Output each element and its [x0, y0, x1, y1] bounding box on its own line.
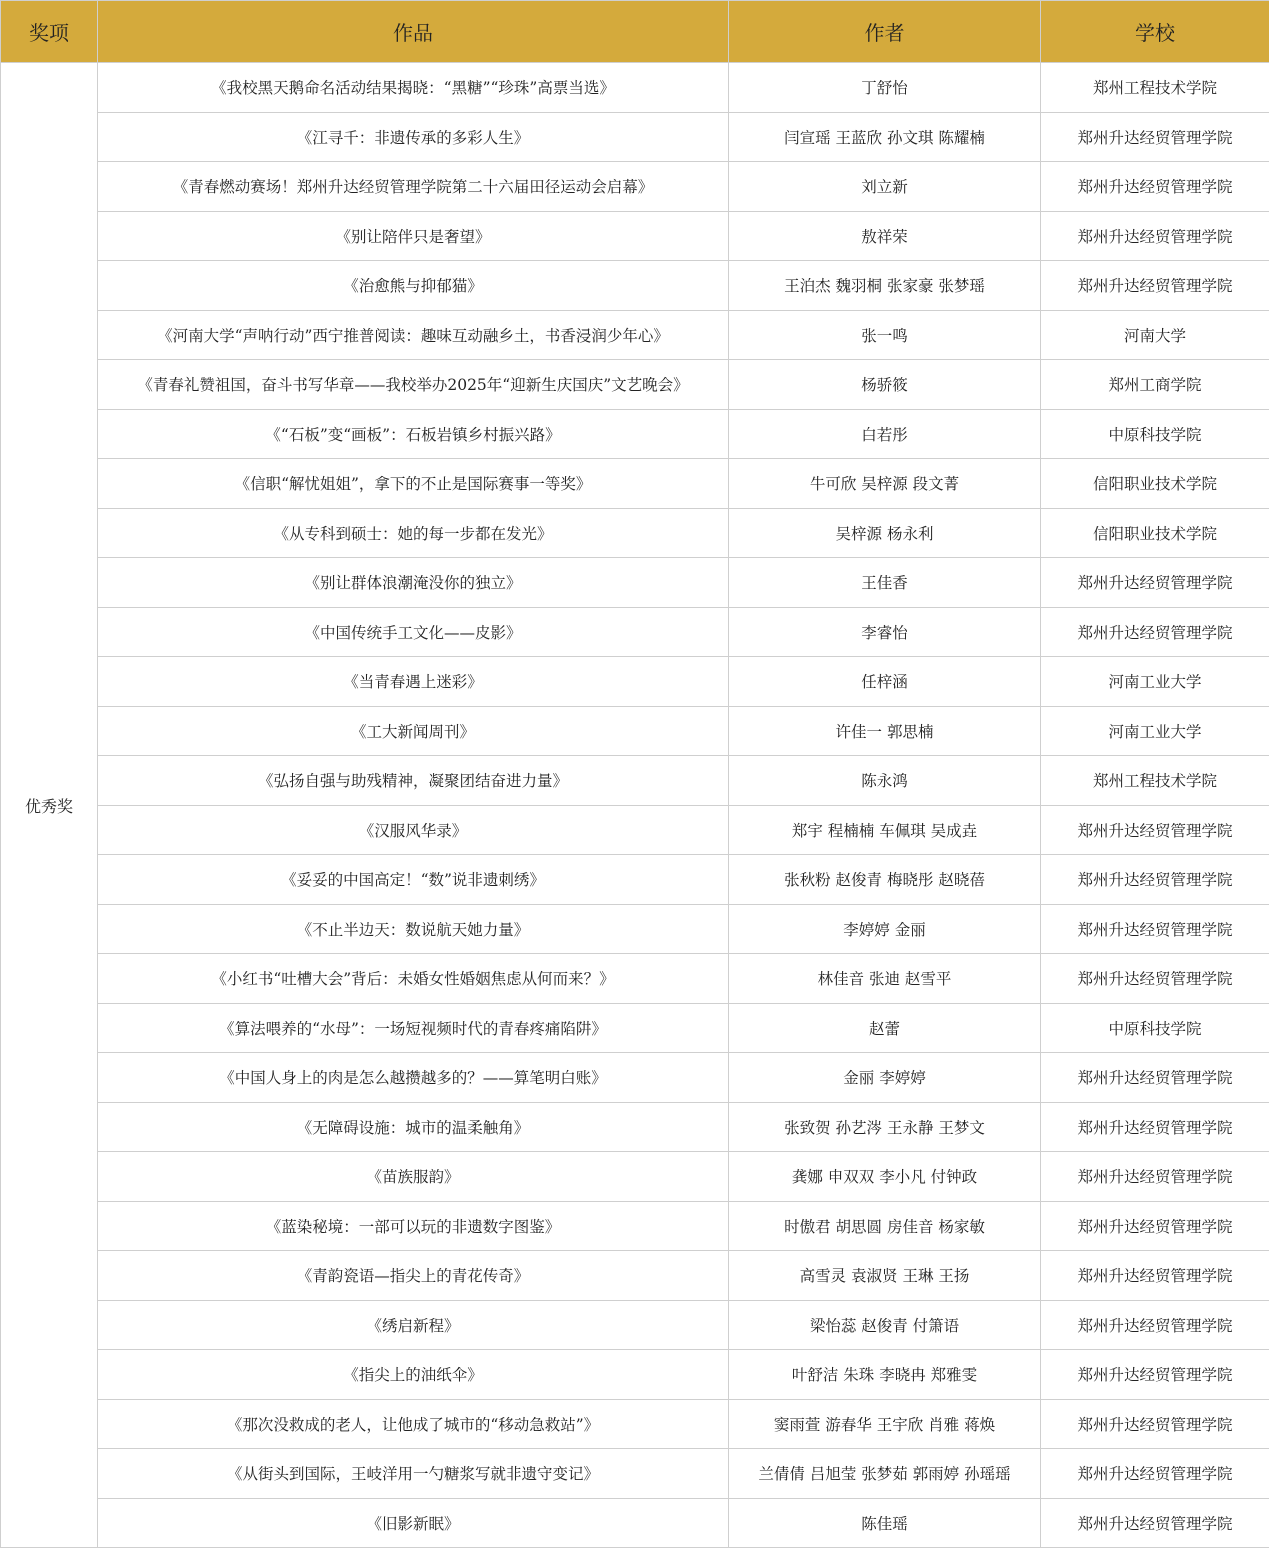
- author-cell: 王佳香: [729, 558, 1041, 608]
- author-cell: 窦雨萱 游春华 王宇欣 肖雅 蒋焕: [729, 1399, 1041, 1449]
- table-row: [1, 1350, 1269, 1400]
- work-cell: 《中国传统手工文化——皮影》: [98, 607, 729, 657]
- author-cell: 陈佳瑶: [729, 1498, 1041, 1548]
- author-cell: 叶舒洁 朱珠 李晓冉 郑雅雯: [729, 1350, 1041, 1400]
- work-cell: 《青春燃动赛场！郑州升达经贸管理学院第二十六届田径运动会启幕》: [98, 162, 729, 212]
- author-cell: 郑宇 程楠楠 车佩琪 吴成垚: [729, 805, 1041, 855]
- author-cell: 敖祥荣: [729, 211, 1041, 261]
- work-cell: 《别让陪伴只是奢望》: [98, 211, 729, 261]
- header-author: 作者: [729, 1, 1041, 63]
- work-cell: 《河南大学“声呐行动”西宁推普阅读：趣味互动融乡土，书香浸润少年心》: [98, 310, 729, 360]
- school-cell: 河南工业大学: [1041, 706, 1269, 756]
- school-cell: 郑州升达经贸管理学院: [1041, 1449, 1269, 1499]
- table-header: [1, 1, 1269, 63]
- table-row: [1, 855, 1269, 905]
- author-cell: 赵蕾: [729, 1003, 1041, 1053]
- table-row: [1, 360, 1269, 410]
- author-cell: 陈永鸿: [729, 756, 1041, 806]
- table-row: [1, 558, 1269, 608]
- work-cell: 《算法喂养的“水母”：一场短视频时代的青春疼痛陷阱》: [98, 1003, 729, 1053]
- table-row: [1, 459, 1269, 509]
- school-cell: 郑州升达经贸管理学院: [1041, 211, 1269, 261]
- school-cell: 郑州升达经贸管理学院: [1041, 607, 1269, 657]
- table-row: [1, 1399, 1269, 1449]
- table-row: [1, 261, 1269, 311]
- table-row: [1, 63, 1269, 113]
- author-cell: 牛可欣 吴梓源 段文菁: [729, 459, 1041, 509]
- table-row: [1, 1201, 1269, 1251]
- work-cell: 《信职“解忧姐姐”，拿下的不止是国际赛事一等奖》: [98, 459, 729, 509]
- table-row: [1, 706, 1269, 756]
- table-row: [1, 1449, 1269, 1499]
- work-cell: 《蓝染秘境：一部可以玩的非遗数字图鉴》: [98, 1201, 729, 1251]
- school-cell: 郑州升达经贸管理学院: [1041, 1102, 1269, 1152]
- author-cell: 李婷婷 金丽: [729, 904, 1041, 954]
- school-cell: 郑州升达经贸管理学院: [1041, 1251, 1269, 1301]
- work-cell: 《旧影新眠》: [98, 1498, 729, 1548]
- work-cell: 《中国人身上的肉是怎么越攒越多的？——算笔明白账》: [98, 1053, 729, 1103]
- header-award: 奖项: [1, 1, 98, 63]
- work-cell: 《从专科到硕士：她的每一步都在发光》: [98, 508, 729, 558]
- work-cell: 《弘扬自强与助残精神，凝聚团结奋进力量》: [98, 756, 729, 806]
- school-cell: 信阳职业技术学院: [1041, 508, 1269, 558]
- author-cell: 杨骄筱: [729, 360, 1041, 410]
- work-cell: 《治愈熊与抑郁猫》: [98, 261, 729, 311]
- school-cell: 郑州升达经贸管理学院: [1041, 1300, 1269, 1350]
- author-cell: 许佳一 郭思楠: [729, 706, 1041, 756]
- author-cell: 张一鸣: [729, 310, 1041, 360]
- work-cell: 《那次没救成的老人，让他成了城市的“移动急救站”》: [98, 1399, 729, 1449]
- work-cell: 《汉服风华录》: [98, 805, 729, 855]
- work-cell: 《“石板”变“画板”：石板岩镇乡村振兴路》: [98, 409, 729, 459]
- author-cell: 林佳音 张迪 赵雪平: [729, 954, 1041, 1004]
- author-cell: 丁舒怡: [729, 63, 1041, 113]
- work-cell: 《小红书“吐槽大会”背后：未婚女性婚姻焦虑从何而来？》: [98, 954, 729, 1004]
- school-cell: 郑州升达经贸管理学院: [1041, 904, 1269, 954]
- work-cell: 《我校黑天鹅命名活动结果揭晓：“黑糖”“珍珠”高票当选》: [98, 63, 729, 113]
- author-cell: 王泊杰 魏羽桐 张家豪 张梦瑶: [729, 261, 1041, 311]
- school-cell: 郑州升达经贸管理学院: [1041, 112, 1269, 162]
- school-cell: 中原科技学院: [1041, 1003, 1269, 1053]
- work-cell: 《妥妥的中国高定！“数”说非遗刺绣》: [98, 855, 729, 905]
- table-row: [1, 805, 1269, 855]
- header-work: 作品: [98, 1, 729, 63]
- school-cell: 河南大学: [1041, 310, 1269, 360]
- table-row: [1, 1300, 1269, 1350]
- work-cell: 《别让群体浪潮淹没你的独立》: [98, 558, 729, 608]
- work-cell: 《指尖上的油纸伞》: [98, 1350, 729, 1400]
- school-cell: 郑州升达经贸管理学院: [1041, 1201, 1269, 1251]
- author-cell: 白若彤: [729, 409, 1041, 459]
- work-cell: 《青韵瓷语—指尖上的青花传奇》: [98, 1251, 729, 1301]
- header-row: [1, 1, 1269, 63]
- work-cell: 《当青春遇上迷彩》: [98, 657, 729, 707]
- table-row: [1, 1251, 1269, 1301]
- author-cell: 时傲君 胡思圆 房佳音 杨家敏: [729, 1201, 1041, 1251]
- school-cell: 郑州工商学院: [1041, 360, 1269, 410]
- table-row: [1, 954, 1269, 1004]
- author-cell: 张致贺 孙艺涔 王永静 王梦文: [729, 1102, 1041, 1152]
- table-row: [1, 409, 1269, 459]
- author-cell: 金丽 李婷婷: [729, 1053, 1041, 1103]
- school-cell: 郑州升达经贸管理学院: [1041, 1399, 1269, 1449]
- school-cell: 郑州工程技术学院: [1041, 756, 1269, 806]
- table-row: [1, 657, 1269, 707]
- table-row: [1, 1003, 1269, 1053]
- author-cell: 龚娜 申双双 李小凡 付钟政: [729, 1152, 1041, 1202]
- school-cell: 郑州升达经贸管理学院: [1041, 805, 1269, 855]
- table-row: [1, 756, 1269, 806]
- table-row: [1, 904, 1269, 954]
- school-cell: 郑州升达经贸管理学院: [1041, 1152, 1269, 1202]
- author-cell: 兰倩倩 吕旭莹 张梦茹 郭雨婷 孙瑶瑶: [729, 1449, 1041, 1499]
- school-cell: 郑州工程技术学院: [1041, 63, 1269, 113]
- table-body: [1, 63, 1269, 1548]
- work-cell: 《苗族服韵》: [98, 1152, 729, 1202]
- table-row: [1, 211, 1269, 261]
- header-school: 学校: [1041, 1, 1269, 63]
- author-cell: 梁怡蕊 赵俊青 付箫语: [729, 1300, 1041, 1350]
- school-cell: 郑州升达经贸管理学院: [1041, 558, 1269, 608]
- table-row: [1, 310, 1269, 360]
- work-cell: 《江寻千：非遗传承的多彩人生》: [98, 112, 729, 162]
- work-cell: 《不止半边天：数说航天她力量》: [98, 904, 729, 954]
- work-cell: 《从街头到国际，王岐洋用一勺糖浆写就非遗守变记》: [98, 1449, 729, 1499]
- table-row: [1, 1053, 1269, 1103]
- table-row: [1, 1498, 1269, 1548]
- school-cell: 河南工业大学: [1041, 657, 1269, 707]
- table-row: [1, 162, 1269, 212]
- work-cell: 《工大新闻周刊》: [98, 706, 729, 756]
- school-cell: 郑州升达经贸管理学院: [1041, 1350, 1269, 1400]
- table-row: [1, 112, 1269, 162]
- school-cell: 郑州升达经贸管理学院: [1041, 1498, 1269, 1548]
- school-cell: 郑州升达经贸管理学院: [1041, 261, 1269, 311]
- work-cell: 《无障碍设施：城市的温柔触角》: [98, 1102, 729, 1152]
- school-cell: 郑州升达经贸管理学院: [1041, 855, 1269, 905]
- school-cell: 郑州升达经贸管理学院: [1041, 162, 1269, 212]
- author-cell: 高雪灵 袁淑贤 王琳 王扬: [729, 1251, 1041, 1301]
- table-row: [1, 1102, 1269, 1152]
- school-cell: 中原科技学院: [1041, 409, 1269, 459]
- author-cell: 任梓涵: [729, 657, 1041, 707]
- author-cell: 张秋粉 赵俊青 梅晓彤 赵晓蓓: [729, 855, 1041, 905]
- school-cell: 信阳职业技术学院: [1041, 459, 1269, 509]
- school-cell: 郑州升达经贸管理学院: [1041, 954, 1269, 1004]
- school-cell: 郑州升达经贸管理学院: [1041, 1053, 1269, 1103]
- table-row: [1, 508, 1269, 558]
- author-cell: 刘立新: [729, 162, 1041, 212]
- table-row: [1, 1152, 1269, 1202]
- author-cell: 吴梓源 杨永利: [729, 508, 1041, 558]
- author-cell: 李睿怡: [729, 607, 1041, 657]
- author-cell: 闫宣瑶 王蓝欣 孙文琪 陈耀楠: [729, 112, 1041, 162]
- table-row: [1, 607, 1269, 657]
- award-cell: 优秀奖: [1, 63, 98, 1548]
- work-cell: 《绣启新程》: [98, 1300, 729, 1350]
- work-cell: 《青春礼赞祖国，奋斗书写华章——我校举办2025年“迎新生庆国庆”文艺晚会》: [98, 360, 729, 410]
